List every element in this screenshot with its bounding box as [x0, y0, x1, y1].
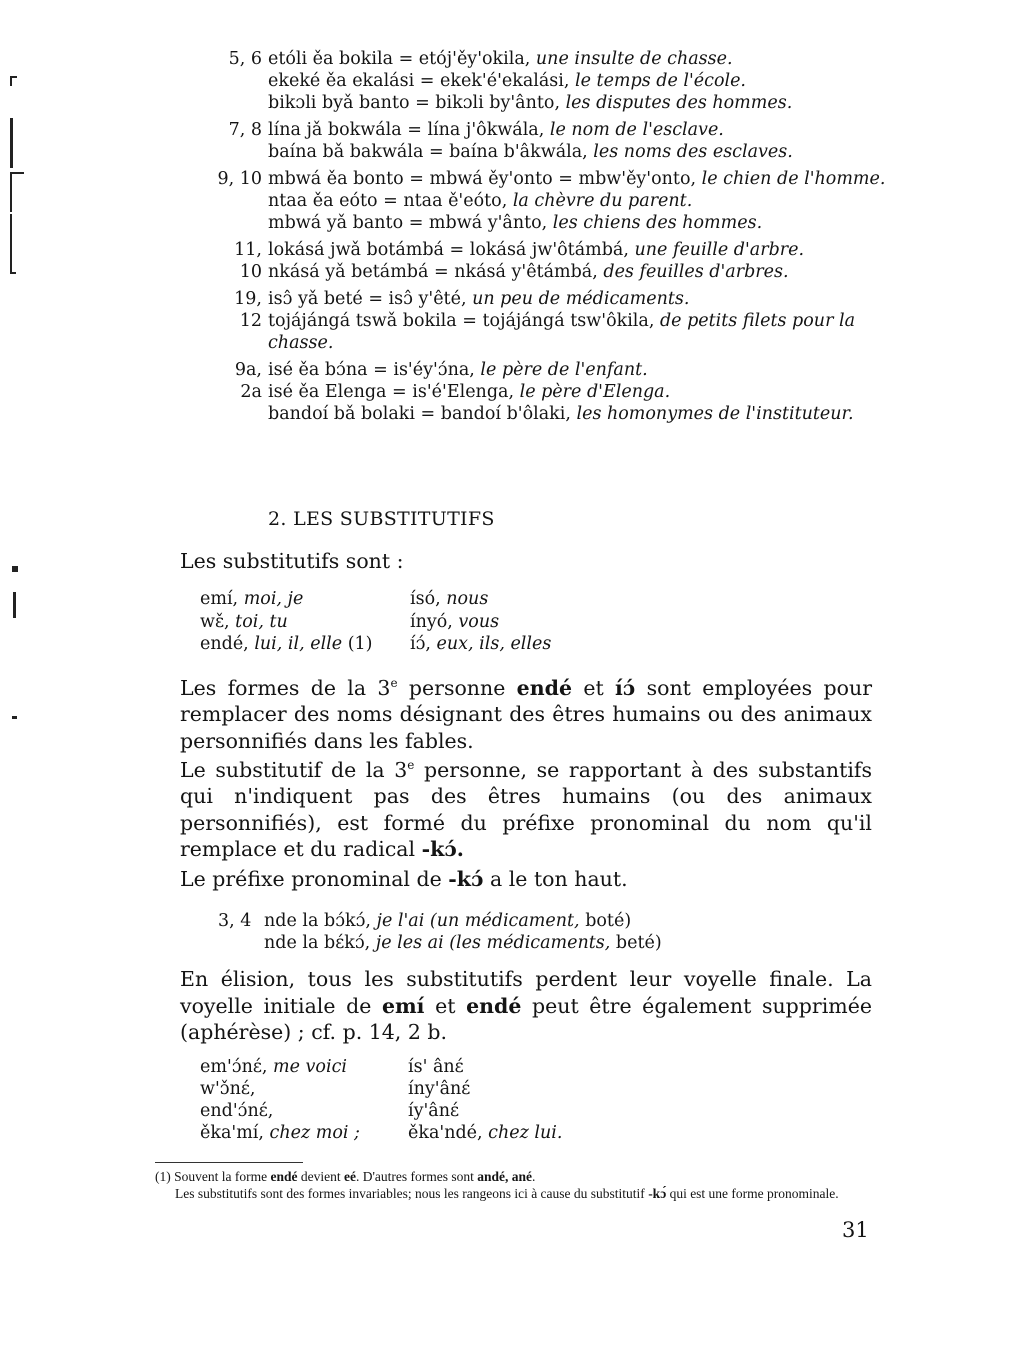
example-group	[210, 48, 890, 114]
scan-mark	[10, 214, 12, 274]
section-heading: 2. LES SUBSTITUTIFS	[268, 508, 495, 530]
example-line: mbwá yǎ banto = mbwá y'ânto, les chiens des hommes.	[268, 213, 763, 233]
example-group	[210, 119, 890, 163]
class-number: 9, 10	[217, 169, 262, 189]
example-group	[210, 168, 890, 234]
footnote	[155, 1168, 873, 1202]
example-line: lína jǎ bokwála = lína j'ôkwála, le nom de l'esclave.	[268, 120, 724, 140]
class-number: 5, 6	[228, 49, 262, 69]
book-page: 5, 6 etóli ěa bokila = etój'ěy'okila, une insulte de chasse. ekeké ěa ekalási = ekek'é'ekalási, le temps de l'école. bikɔli byǎ banto = bikɔli by'ânto, les disputes des hommes. 7, 8 lína jǎ bokwála = lína j'ôkwála, le nom de l'esclave. baína bǎ bakwála = baína b'âkwála, les noms des esclaves. 9, 10 mbwá ěa bonto = mbwá ěy'onto = mbw'ěy'onto, le chien de l'homme. ntaa ěa eóto = ntaa ě'eóto, la chèvre du parent. mbwá yǎ banto = mbwá y'ânto, les chiens des hommes. 11, 10 lokásá jwǎ botámbá = lokásá jw'ôtámbá, une feuille d'arbre. nkásá yǎ betámbá = nkásá y'êtámbá, des feuilles d'arbres. 19, 12 isɔ̂ yǎ beté = isɔ̂ y'êté, un peu de médicaments. tojájángá tswǎ bokila = tojájángá tsw'ôkila, de petits filets pour la chasse. 9a, 2a isé ěa bɔ́na = is'éy'ɔ́na, le père de l'enfant. isé ěa Elenga = is'é'Elenga, le père d'Elenga. bandoí bǎ bolaki = bandoí b'ôlaki, les homonymes de l'instituteur. 2. LES SUBSTITUTIFS Les substitutifs sont : emí, moi, je ísó, nous wɛ̌, toi, tu ínyó, vous endé, lui, il, elle (1) íɔ́, eux, ils, elles Les formes de la 3e personne endé et íɔ́ sont employées pour remplacer des noms désignant des êtres humains ou des animaux personnifiés dans les fables. Le substitutif de la 3e personne, se rapportant à des substantifs qui n'indiquent pas des êtres humains (ou des animaux personnifiés), est formé du préfixe pronominal du nom qu'il remplace et du radical -kɔ́. Le préfixe pronominal de -kɔ́ a le ton haut. 3, 4 nde la bɔ́kɔ́, je l'ai (un médicament, boté) nde la bɛ́kɔ́, je les ai (les médicaments, beté) En élision, tous les substitutifs perdent leur voyelle finale. La voyelle initiale de emí et endé peut être également supprimée (aphérèse) ; cf. p. 14, 2 b. em'ɔ́nɛ́, me voici ís' ânɛ́ w'ɔ̌nɛ́, íny'ânɛ́ end'ɔ́nɛ́, íy'ânɛ́ ěka'mí, chez moi ; ěka'ndé, chez lui. (1) Souvent la forme endé devient eé. D'autres formes sont andé, ané. Les substitutifs sont des formes invariables; nous les rangeons ici à cause du substitutif -kɔ́ qui est une forme pronominale. 31	[0, 0, 1024, 1366]
scan-mark	[10, 272, 16, 274]
class-number: 19, 12	[234, 289, 262, 331]
example-line: ntaa ěa eóto = ntaa ě'eóto, la chèvre du parent.	[268, 191, 693, 211]
footnote-rule	[155, 1162, 303, 1163]
intro-text: Les substitutifs sont :	[180, 549, 404, 573]
example-line: bandoí bǎ bolaki = bandoí b'ôlaki, les homonymes de l'instituteur.	[268, 404, 854, 424]
examples-top	[210, 48, 890, 425]
class-number: 7, 8	[228, 120, 262, 140]
example-line: nde la bɛ́kɔ́, je les ai (les médicaments, beté)	[264, 933, 662, 953]
scan-mark	[12, 716, 17, 719]
example-group	[210, 239, 890, 283]
example-line: lokásá jwǎ botámbá = lokásá jw'ôtámbá, une feuille d'arbre.	[268, 240, 805, 260]
scan-mark	[13, 592, 16, 618]
example-line: isé ěa bɔ́na = is'éy'ɔ́na, le père de l'enfant.	[268, 360, 648, 380]
paragraph: Le préfixe pronominal de -kɔ́ a le ton haut.	[180, 867, 628, 891]
example-group	[210, 288, 890, 354]
example-line: baína bǎ bakwála = baína b'âkwála, les noms des esclaves.	[268, 142, 793, 162]
example-line: ekeké ěa ekalási = ekek'é'ekalási, le temps de l'école.	[268, 71, 746, 91]
example-group	[210, 359, 890, 425]
example-line: etóli ěa bokila = etój'ěy'okila, une insulte de chasse.	[268, 49, 733, 69]
scan-mark	[10, 172, 12, 212]
example-line: bikɔli byǎ banto = bikɔli by'ânto, les disputes des hommes.	[268, 93, 793, 113]
scan-mark	[10, 76, 12, 86]
example-line: 3, 4 nde la bɔ́kɔ́, je l'ai (un médicament, boté)	[218, 911, 632, 931]
footnote-line: Les substitutifs sont des formes invariables; nous les rangeons ici à cause du substitutif -kɔ́ qui est une forme pronominale.	[175, 1186, 839, 1201]
paragraph: En élision, tous les substitutifs perdent leur voyelle finale. La voyelle initiale de emí et endé peut être également supprimée (aphérèse) ; cf. p. 14, 2 b.	[180, 967, 872, 1044]
paragraph: Le substitutif de la 3e personne, se rapportant à des substantifs qui n'indiquent pas des êtres humains (ou des animaux personnifiés), est formé du préfixe pronominal du nom qu'il remplace et du radical -kɔ́.	[180, 757, 872, 862]
example-line: tojájángá tswǎ bokila = tojájángá tsw'ôkila, de petits filets pour la chasse.	[268, 311, 856, 353]
scan-mark	[12, 566, 18, 572]
example-line: isɔ̂ yǎ beté = isɔ̂ y'êté, un peu de médicaments.	[268, 289, 690, 309]
class-number: 11, 10	[234, 240, 262, 282]
scan-mark	[10, 172, 24, 174]
class-number: 9a, 2a	[234, 360, 262, 402]
example-line: nkásá yǎ betámbá = nkásá y'êtámbá, des feuilles d'arbres.	[268, 262, 789, 282]
example-mid	[218, 910, 662, 954]
example-line: mbwá ěa bonto = mbwá ěy'onto = mbw'ěy'onto, le chien de l'homme.	[268, 169, 886, 189]
paragraph: Les formes de la 3e personne endé et íɔ́ sont employées pour remplacer des noms désignant des êtres humains ou des animaux personnifiés dans les fables.	[180, 675, 872, 753]
example-line: isé ěa Elenga = is'é'Elenga, le père d'Elenga.	[268, 382, 671, 402]
page-number: 31	[842, 1218, 869, 1242]
footnote-line: (1) Souvent la forme endé devient eé. D'autres formes sont andé, ané.	[155, 1169, 536, 1184]
scan-mark	[10, 118, 13, 168]
